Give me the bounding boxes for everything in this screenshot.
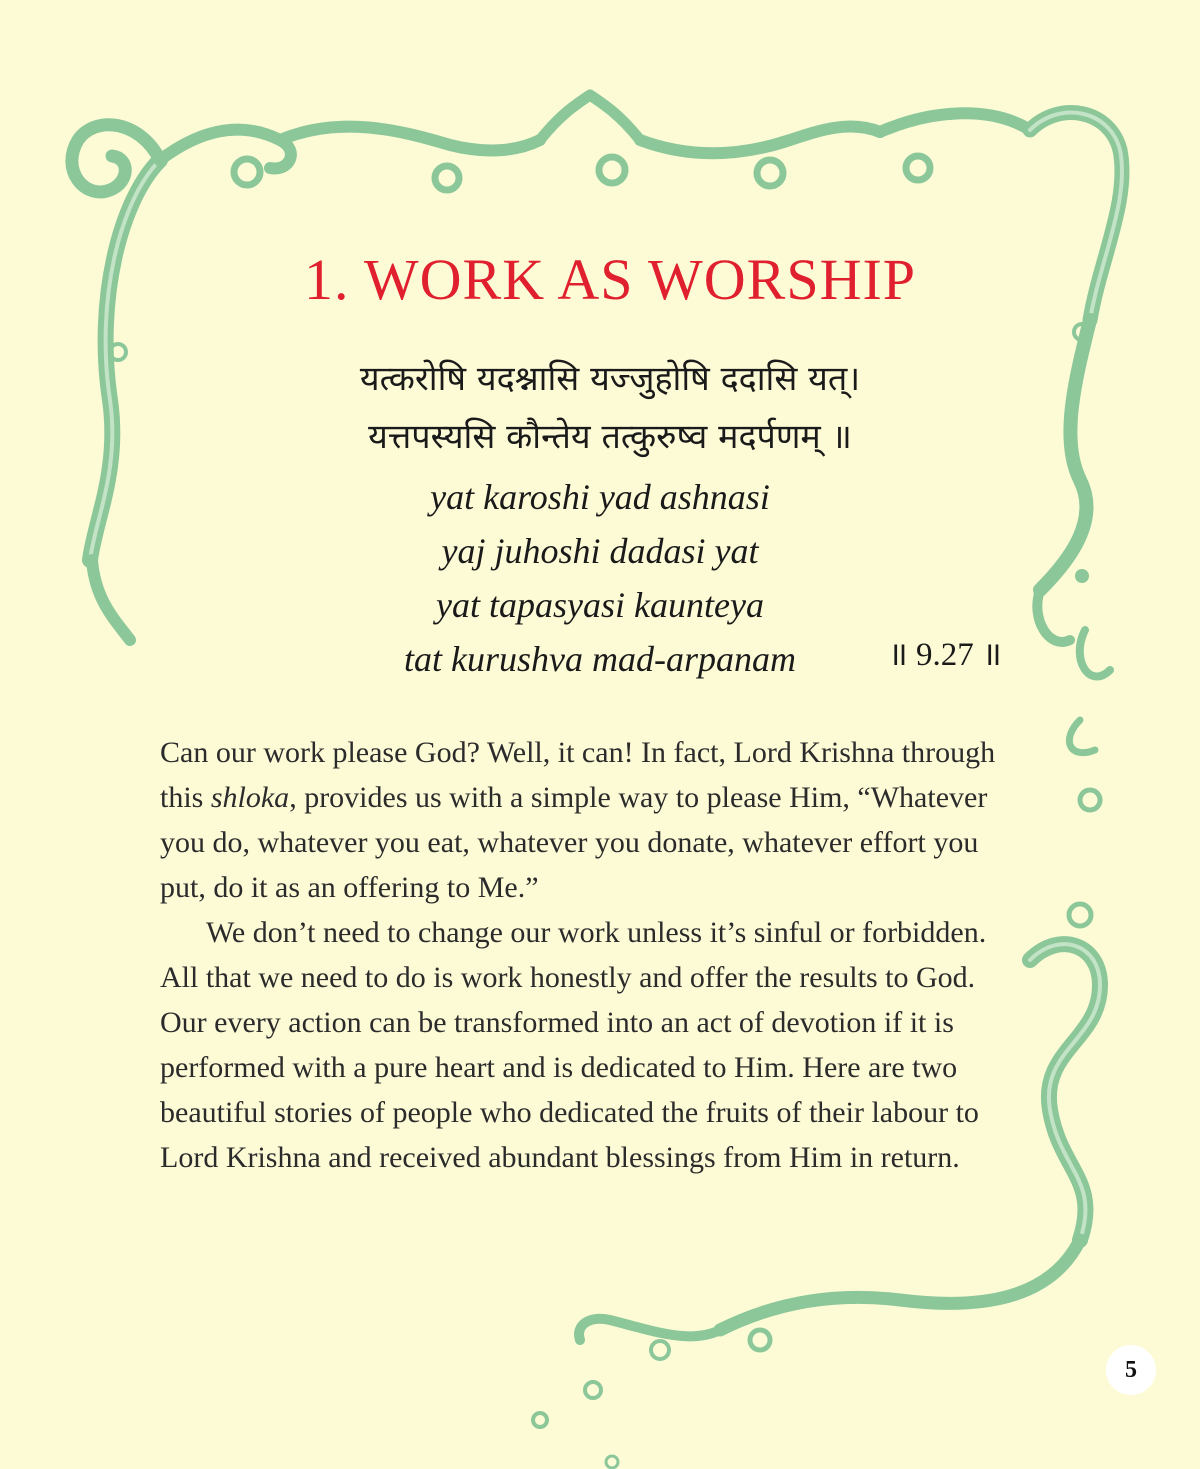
shloka-transliteration — [300, 470, 900, 686]
body-text — [160, 730, 1000, 1180]
verse-reference: ॥ 9.27 ॥ — [888, 637, 1002, 673]
devanagari-line: यत्तपस्यसि कौन्तेय तत्कुरुष्व मदर्पणम् ॥ — [368, 417, 852, 457]
transliteration-line: yat tapasyasi kaunteya — [436, 585, 764, 625]
page-title: 1. WORK AS WORSHIP — [303, 247, 917, 312]
devanagari-line: यत्करोषि यदश्नासि यज्जुहोषि ददासि यत्। — [359, 359, 861, 399]
transliteration-line: tat kurushva mad-arpanam — [404, 639, 796, 679]
emphasis-term: shloka — [210, 781, 290, 814]
transliteration-line: yat karoshi yad ashnasi — [430, 477, 770, 517]
paragraph-second: We don’t need to change our work unless it’s sinful or forbidden. All that we need to do is work honestly and offer the results to God. Our every action can be transformed into an act of devotion if it is performed with a pure heart and is dedicated to Him. Here are two beautiful stories of people who dedicated the fruits of their labour to Lord Krishna and received abundant blessings from Him in return. — [160, 916, 987, 1174]
paragraph-text: Can our work please God? Well, it can! In fact, Lord Krishna through this — [160, 736, 996, 814]
transliteration-line: yaj juhoshi dadasi yat — [441, 531, 759, 571]
shloka-devanagari — [240, 350, 980, 466]
paragraph-text: , provides us with a simple way to please Him, “Whatever you do, whatever you eat, whatever you donate, whatever effort you put, do it as an offering to Me.” — [160, 781, 988, 904]
paragraph-intro — [160, 730, 1000, 910]
page-number: 5 — [1106, 1345, 1156, 1395]
